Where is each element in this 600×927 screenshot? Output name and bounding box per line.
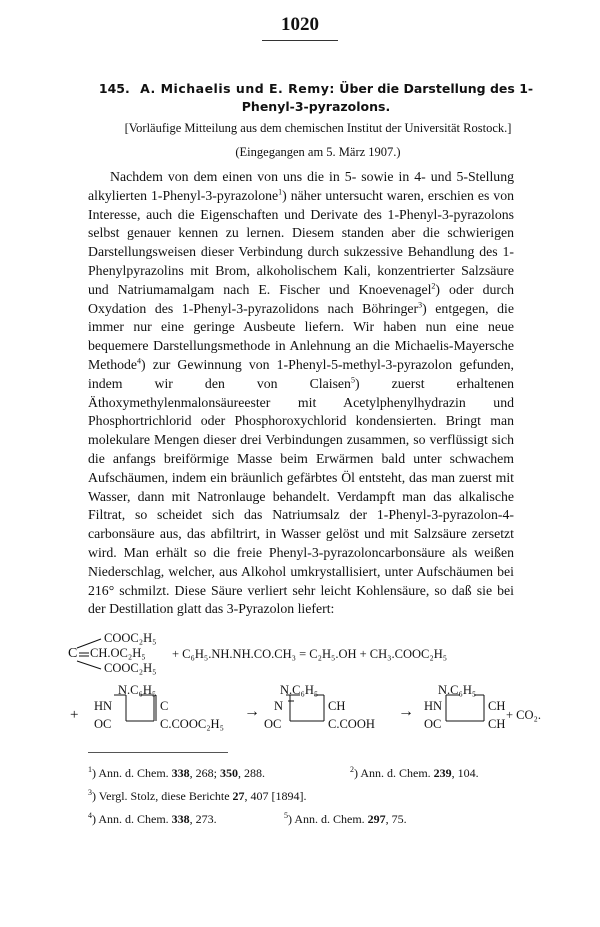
footnote-3 [88, 783, 307, 806]
footnote-text: ) Ann. d. Chem. [92, 766, 172, 780]
footnote-text: ) Vergl. Stolz, diese Berichte [92, 789, 233, 803]
footnote-volume: 338 [171, 766, 190, 780]
page-number-rule [262, 40, 338, 41]
footnote-5 [284, 806, 407, 829]
eq2-plus: + [70, 707, 79, 723]
co2-product: + CO₂. [506, 708, 542, 722]
m1-right-top: C [160, 699, 169, 713]
footnote-1 [88, 760, 350, 783]
footnote-volume: 338 [171, 812, 190, 826]
m3-left-bot: OC [424, 717, 442, 731]
body-text-4: ) entgegen, die immer nur eine geringe Ausbeute liefern. Wir haben nun eine neue bequemere Darstellungsmethode in Anlehnung an die Michaelis-Mayersche Methode [88, 300, 514, 372]
arrow-1: → [244, 703, 260, 720]
footnote-volume: 239 [433, 766, 452, 780]
footnote-text: , 273. [189, 812, 217, 826]
footnote-text: ) Ann. d. Chem. [288, 812, 368, 826]
footnote-ref-2: 2 [431, 281, 436, 291]
footnote-volume: 27 [232, 789, 245, 803]
footnote-ref-4: 4 [137, 356, 142, 366]
m3-right-top: CH [488, 699, 506, 713]
footnote-line-3 [88, 806, 548, 829]
body-text-1: Nachdem von dem einen von uns die in 5- sowie in 4- und 5-Stellung alkylierten 1-Phenyl-3-pyrazolone [88, 169, 514, 203]
footnote-text: , 268; [189, 766, 221, 780]
article-authors: A. Michaelis und E. Remy: [140, 81, 335, 96]
footnotes [88, 760, 548, 829]
body-text-5: ) zur Gewinnung von 1-Phenyl-5-methyl-3-pyrazolon gefunden, indem wir den von Claisen [88, 356, 514, 391]
m3-left-top: HN [424, 699, 443, 713]
footnote-text: , 407 [1894]. [244, 789, 307, 803]
institute-note: [Vorläufige Mitteilung aus dem chemischen Institut der Universität Rostock.] [124, 121, 512, 135]
bond-up [77, 639, 101, 648]
footnote-volume: 350 [220, 766, 239, 780]
received-date: (Eingegangen am 5. März 1907.) [235, 145, 401, 159]
eq1-rest: + C₆H₅.NH.NH.CO.CH₃ = C₂H₅.OH + CH₃.COOC₂H₅ [172, 647, 448, 661]
m2-left-top: N [274, 699, 284, 713]
footnote-mark: 4 [88, 811, 92, 820]
arrow-2: → [398, 703, 414, 720]
m2-right-bot: C.COOH [328, 717, 375, 731]
footnote-text: ) Ann. d. Chem. [92, 812, 172, 826]
footnote-volume: 297 [367, 812, 386, 826]
footnote-mark: 5 [284, 811, 288, 820]
body-paragraph [88, 168, 514, 619]
footnote-4 [88, 806, 284, 829]
footnote-ref-3: 3 [418, 299, 423, 309]
footnote-text: , 288. [238, 766, 266, 780]
reaction-scheme [68, 631, 542, 751]
footnote-text: , 75. [385, 812, 407, 826]
footnote-mark: 2 [350, 765, 354, 774]
article-number: 145. [98, 81, 130, 96]
eq1-carbon: C [68, 646, 78, 661]
footnote-line-2 [88, 783, 548, 806]
m1-right-bot: C.COOC₂H₅ [160, 717, 224, 731]
m1-top: N.C₆H₅ [118, 683, 157, 697]
footnote-ref-1: 1 [278, 187, 283, 197]
m3-top: N.C₆H₅ [438, 683, 477, 697]
m1-left-bot: OC [94, 717, 112, 731]
article-title: Über die Darstellung des 1-Phenyl-3-pyrazolons. [241, 81, 534, 114]
body-text-2: ) näher untersucht waren, erschien es von Interesse, auch die Eigenschaften und Derivate des 1-Phenyl-3-pyrazolons selbst genauer kennen zu lernen. Diesem standen aber die schwierigen Darstellungsweisen dieser Verbindung durch sukzessive Behandlung des 1-Phenylpyrazolins mit Brom, alkoholischem Kali, konzentrierter Salzsäure und Natriumamalgam nach E. Fischer und Knoevenagel [88, 187, 514, 297]
page-number: 1020 [281, 14, 319, 35]
footnote-ref-5: 5 [350, 375, 355, 385]
m2-top: N.C₆H₅ [280, 683, 319, 697]
article-heading [96, 80, 536, 116]
m3-right-bot: CH [488, 717, 506, 731]
eq1-top: COOC₂H₅ [104, 631, 157, 645]
footnote-2 [350, 760, 479, 783]
footnote-rule [88, 752, 228, 753]
m1-left-top: HN [94, 699, 113, 713]
footnote-mark: 1 [88, 765, 92, 774]
m2-right-top: CH [328, 699, 346, 713]
body-text-6: ) zuerst erhaltenen Äthoxymethylenmalonsäureester mit Acetylphenylhydrazin und Phosphortrichlorid oder Phosphoroxychlorid kondensierten. Bringt man molekulare Mengen dieser drei Verbindungen zusammen, so verflüssigt sich die anfangs breiförmige Masse beim Erwärmen bald unter schwachem Aufschäumen, indem ein bräunlich gefärbtes Öl entsteht, das man zuerst mit Wasser, dann mit Natronlauge behandelt. Verdampft man das alkalische Filtrat, so scheidet sich das Natriumsalz der 1-Phenyl-3-pyrazolon-4-carbonsäure aus, das abfiltrirt, in Wasser gelöst und mit Salzsäure zersetzt wird. Man erhält so die freie Phenyl-3-pyrazoloncarbonsäure als weißen Niederschlag, welcher, aus Alkohol umkrystallisiert, unter Aufschäumen bei 216° schmilzt. Diese Säure verliert sehr leicht Kohlensäure, so daß sie bei der Destillation glatt das 3-Pyrazolon liefert: [88, 375, 514, 617]
eq1-bottom: COOC₂H₅ [104, 661, 157, 675]
footnote-text: ) Ann. d. Chem. [354, 766, 434, 780]
footnote-text: , 104. [451, 766, 479, 780]
eq1-mid: CH.OC₂H₅ [90, 646, 146, 660]
footnote-mark: 3 [88, 788, 92, 797]
bond-down [77, 661, 101, 669]
m2-left-bot: OC [264, 717, 282, 731]
body-text-3: ) oder durch Oxydation des 1-Phenyl-3-pyrazolidons nach Böhringer [88, 281, 514, 316]
footnote-line-1 [88, 760, 548, 783]
